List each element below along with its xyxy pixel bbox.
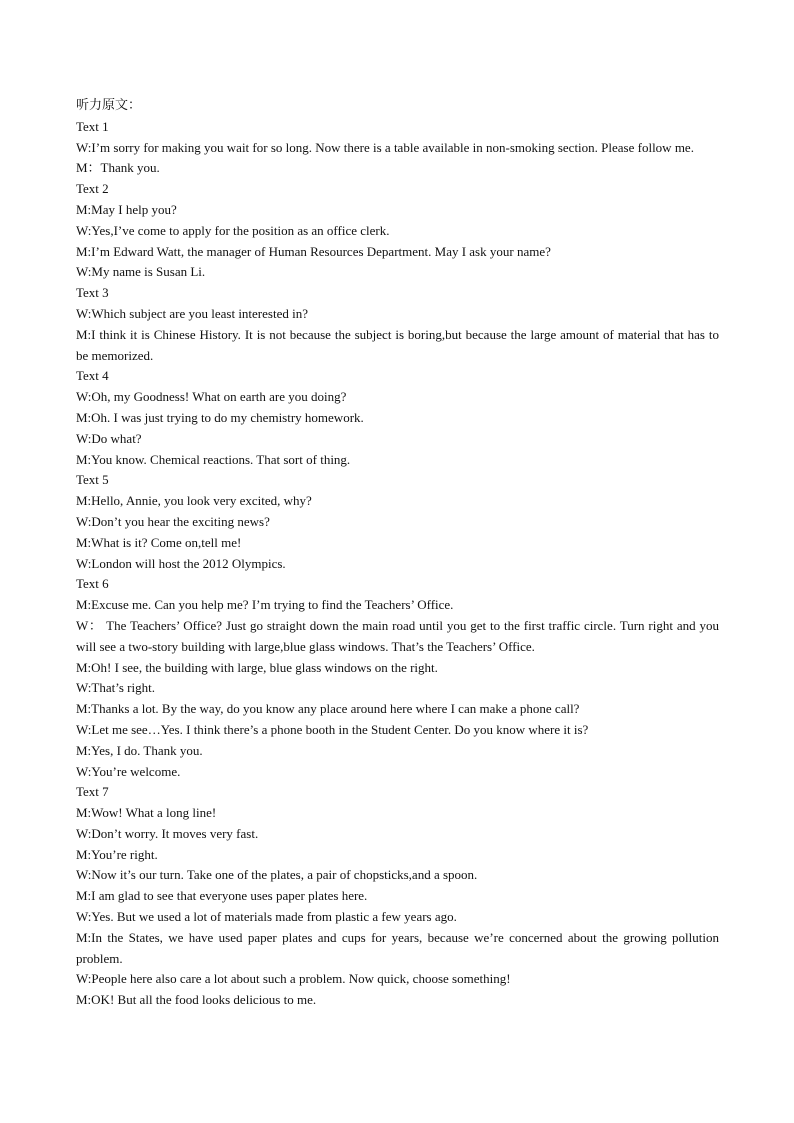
dialogue-line: W:Which subject are you least interested in? xyxy=(76,305,308,321)
dialogue-line: W:I’m sorry for making you wait for so long. Now there is a table available in non-smoking section. Please follow me. xyxy=(76,139,694,155)
dialogue-line: W:Don’t worry. It moves very fast. xyxy=(76,825,259,841)
dialogue-line: M:Excuse me. Can you help me? I’m trying to find the Teachers’ Office. xyxy=(76,597,454,613)
dialogue-line: W:People here also care a lot about such a problem. Now quick, choose something! xyxy=(76,971,511,987)
dialogue-line: M:Thanks a lot. By the way, do you know any place around here where I can make a phone call? xyxy=(76,701,580,717)
dialogue-line: M:What is it? Come on,tell me! xyxy=(76,534,242,550)
text-4-heading: Text 4 xyxy=(76,368,109,384)
dialogue-line: W:Yes. But we used a lot of materials made from plastic a few years ago. xyxy=(76,909,457,925)
text-6-heading: Text 6 xyxy=(76,576,109,592)
dialogue-line: M:Wow! What a long line! xyxy=(76,805,217,821)
dialogue-line: M:May I help you? xyxy=(76,201,177,217)
dialogue-line: M:I’m Edward Watt, the manager of Human Resources Department. May I ask your name? xyxy=(76,243,551,259)
dialogue-line: M:Hello, Annie, you look very excited, why? xyxy=(76,493,312,509)
dialogue-line: M:You’re right. xyxy=(76,846,158,862)
dialogue-line: W:Let me see…Yes. I think there’s a phone booth in the Student Center. Do you know where it is? xyxy=(76,721,589,737)
text-2-heading: Text 2 xyxy=(76,181,109,197)
text-5-heading: Text 5 xyxy=(76,472,109,488)
dialogue-line: W:Oh, my Goodness! What on earth are you doing? xyxy=(76,389,347,405)
text-3-heading: Text 3 xyxy=(76,285,109,301)
dialogue-line: W:You’re welcome. xyxy=(76,763,181,779)
text-1-heading: Text 1 xyxy=(76,118,109,134)
dialogue-line: W:Don’t you hear the exciting news? xyxy=(76,513,270,529)
dialogue-line: M:Yes, I do. Thank you. xyxy=(76,742,203,758)
dialogue-line: M:I am glad to see that everyone uses paper plates here. xyxy=(76,888,368,904)
text-7-heading: Text 7 xyxy=(76,784,109,800)
dialogue-line: M:You know. Chemical reactions. That sort of thing. xyxy=(76,451,351,467)
dialogue-line: W:Yes,I’ve come to apply for the position as an office clerk. xyxy=(76,222,390,238)
dialogue-line: M:Oh! I see, the building with large, blue glass windows on the right. xyxy=(76,659,438,675)
dialogue-line: W:That’s right. xyxy=(76,680,155,696)
dialogue-line: W:London will host the 2012 Olympics. xyxy=(76,555,286,571)
dialogue-line: M:I think it is Chinese History. It is not because the subject is boring,but because the large amount of material that has to be memorized. xyxy=(76,326,719,363)
dialogue-line: W:My name is Susan Li. xyxy=(76,264,206,280)
dialogue-line: M:OK! But all the food looks delicious to me. xyxy=(76,992,317,1008)
dialogue-line: W:Do what? xyxy=(76,430,142,446)
dialogue-line: W:Now it’s our turn. Take one of the plates, a pair of chopsticks,and a spoon. xyxy=(76,867,478,883)
dialogue-line: W： The Teachers’ Office? Just go straight down the main road until you get to the first traffic circle. Turn right and you will see a two-story building with large,blue glass windows. That’s the Teachers’ Office. xyxy=(76,617,719,654)
dialogue-line: M:Oh. I was just trying to do my chemistry homework. xyxy=(76,409,364,425)
dialogue-line: M:In the States, we have used paper plates and cups for years, because we’re concerned about the growing pollution problem. xyxy=(76,929,719,966)
document-title: 听力原文： xyxy=(76,98,142,113)
document-page xyxy=(76,96,719,1011)
dialogue-line: M：Thank you. xyxy=(76,160,160,176)
